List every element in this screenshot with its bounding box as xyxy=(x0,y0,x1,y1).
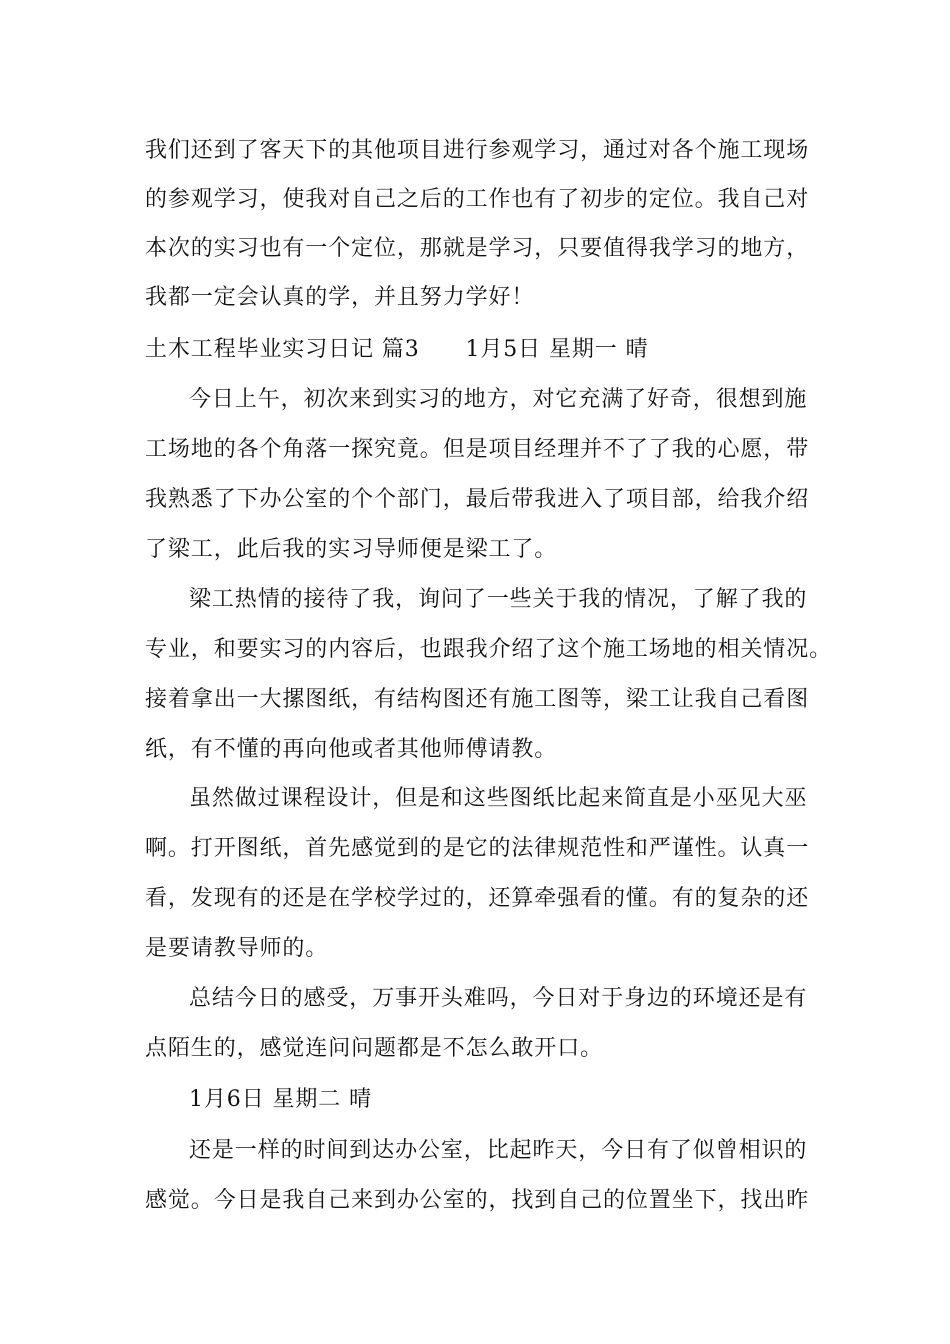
text-line: 梁工热情的接待了我，询问了一些关于我的情况，了解了我的 xyxy=(189,587,808,612)
text-line: 啊。打开图纸，首先感觉到的是它的法律规范性和严谨性。认真一 xyxy=(145,836,810,861)
text-line: 本次的实习也有一个定位，那就是学习，只要值得我学习的地方， xyxy=(145,236,810,261)
section-heading: 土木工程毕业实习日记 篇3 1月5日 星期一 晴 xyxy=(145,337,649,362)
text-line: 感觉。今日是我自己来到办公室的，找到自己的位置坐下，找出昨 xyxy=(145,1188,810,1213)
text-line: 我们还到了客天下的其他项目进行参观学习，通过对各个施工现场 xyxy=(145,138,810,163)
text-line: 我熟悉了下办公室的个个部门，最后带我进入了项目部，给我介绍 xyxy=(145,487,810,512)
text-line: 点陌生的，感觉连问问题都是不怎么敢开口。 xyxy=(145,1036,604,1061)
text-line: 今日上午，初次来到实习的地方，对它充满了好奇，很想到施 xyxy=(189,387,808,412)
text-line: 专业，和要实习的内容后，也跟我介绍了这个施工场地的相关情况。 xyxy=(145,637,833,662)
text-line: 虽然做过课程设计，但是和这些图纸比起来简直是小巫见大巫 xyxy=(189,786,808,811)
text-line: 我都一定会认真的学，并且努力学好！ xyxy=(145,285,535,310)
text-line: 看，发现有的还是在学校学过的，还算牵强看的懂。有的复杂的还 xyxy=(145,886,810,911)
text-line: 还是一样的时间到达办公室，比起昨天，今日有了似曾相识的 xyxy=(189,1138,808,1163)
date-heading: 1月6日 星期二 晴 xyxy=(189,1087,372,1112)
text-line: 接着拿出一大摞图纸，有结构图还有施工图等，梁工让我自己看图 xyxy=(145,687,810,712)
text-line: 了梁工，此后我的实习导师便是梁工了。 xyxy=(145,537,558,562)
text-line: 的参观学习，使我对自己之后的工作也有了初步的定位。我自己对 xyxy=(145,187,810,212)
text-line: 总结今日的感受，万事开头难吗，今日对于身边的环境还是有 xyxy=(189,986,808,1011)
text-line: 是要请教导师的。 xyxy=(145,936,329,961)
text-line: 纸，有不懂的再向他或者其他师傅请教。 xyxy=(145,737,558,762)
text-line: 工场地的各个角落一探究竟。但是项目经理并不了了我的心愿，带 xyxy=(145,437,810,462)
